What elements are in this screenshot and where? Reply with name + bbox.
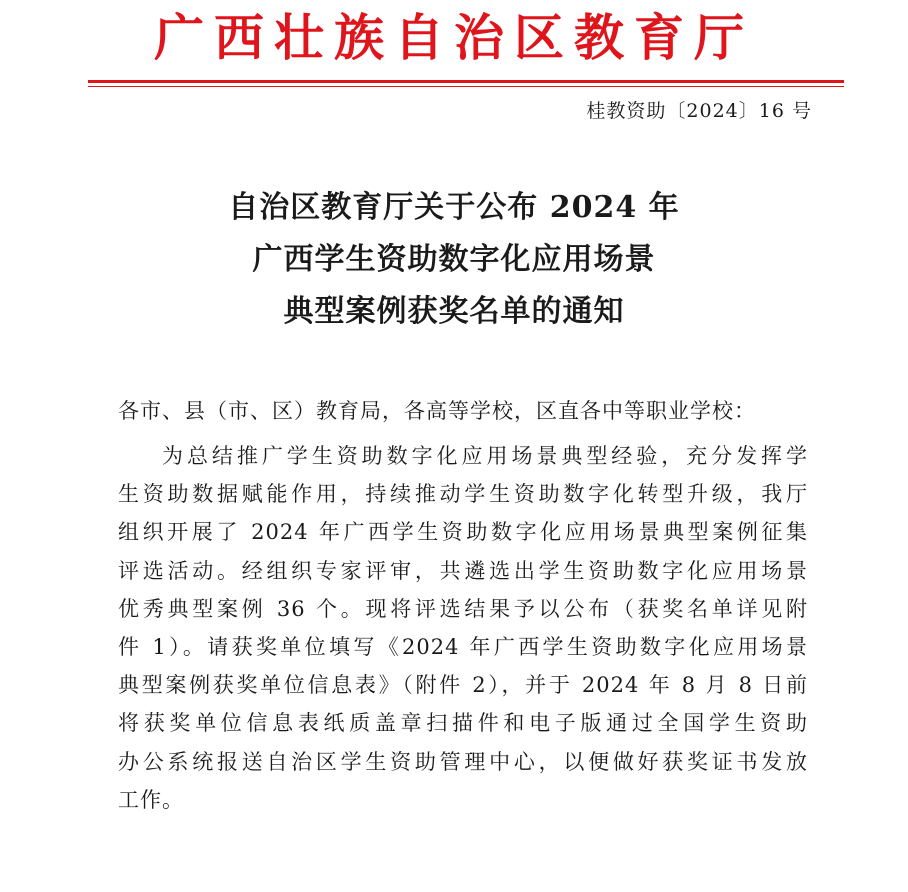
body-line: 工作。 xyxy=(118,787,184,812)
red-divider-thick xyxy=(88,80,844,83)
red-divider-thin xyxy=(88,86,844,87)
notice-title-line: 广西学生资助数字化应用场景 xyxy=(252,242,656,277)
body-line: 件 1）。请获奖单位填写《2024 年广西学生资助数字化应用场景 xyxy=(118,635,808,660)
body-line: 优秀典型案例 36 个。现将评选结果予以公布（获奖名单详见附 xyxy=(118,596,808,621)
document-number: 桂教资助〔2024〕16 号 xyxy=(586,100,812,122)
agency-header-title: 广西壮族自治区教育厅 xyxy=(154,8,754,67)
body-line: 评选活动。经组织专家评审，共遴选出学生资助数字化应用场景 xyxy=(118,558,808,583)
body-line: 办公系统报送自治区学生资助管理中心，以便做好获奖证书发放 xyxy=(118,749,808,774)
notice-title-line: 典型案例获奖名单的通知 xyxy=(283,294,625,329)
body-line: 将获奖单位信息表纸质盖章扫描件和电子版通过全国学生资助 xyxy=(118,711,808,736)
body-line: 生资助数据赋能作用，持续推动学生资助数字化转型升级，我厅 xyxy=(118,482,808,507)
addressee-line: 各市、县（市、区）教育局，各高等学校，区直各中等职业学校： xyxy=(118,399,756,423)
body-line: 组织开展了 2024 年广西学生资助数字化应用场景典型案例征集 xyxy=(118,520,808,545)
body-line: 为总结推广学生资助数字化应用场景典型经验，充分发挥学 xyxy=(162,444,808,468)
notice-title-line: 自治区教育厅关于公布 2024 年 xyxy=(228,190,680,225)
body-line: 典型案例获奖单位信息表》（附件 2），并于 2024 年 8 月 8 日前 xyxy=(118,673,808,698)
notice-title xyxy=(0,182,908,338)
notice-body xyxy=(118,437,808,819)
